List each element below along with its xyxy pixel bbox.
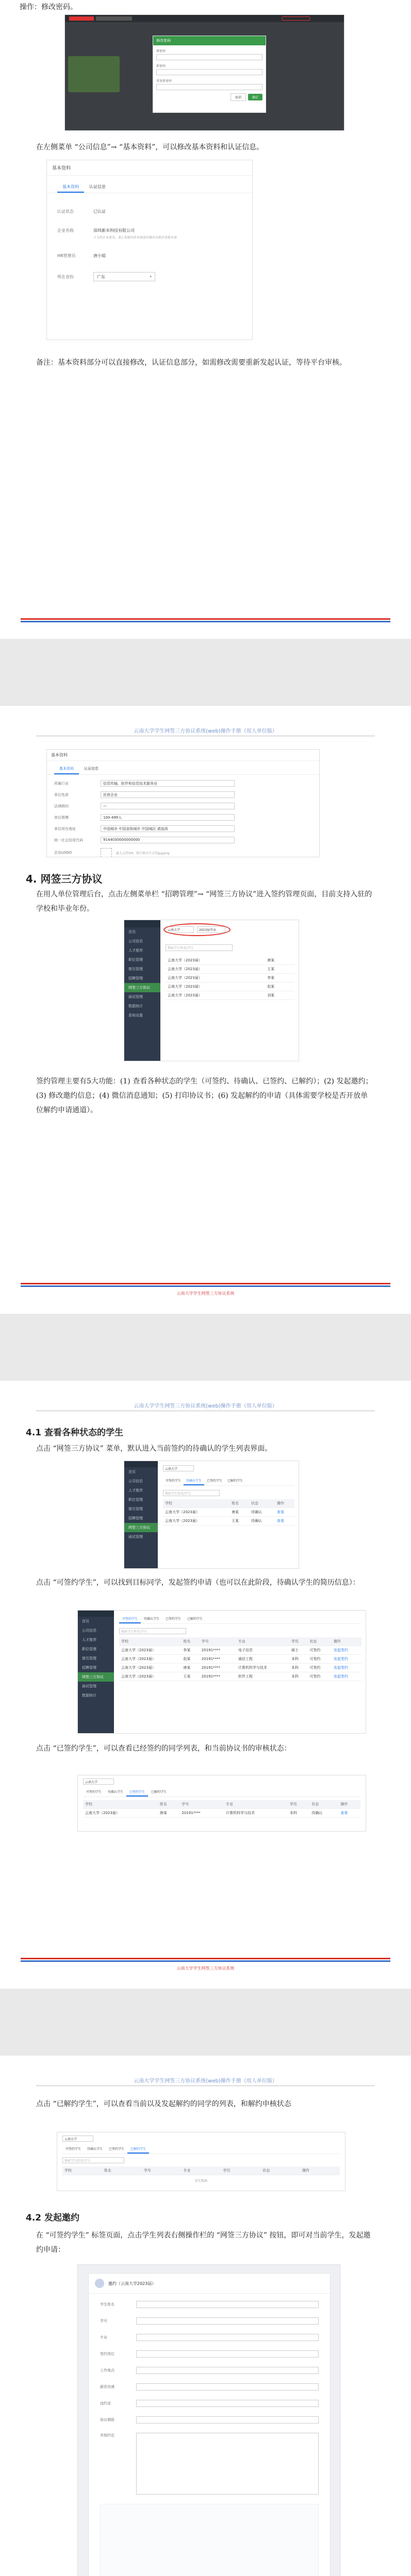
field-label: 学生姓名 (100, 2302, 114, 2307)
page-header: 云南大学学生网签三方协议系统(web)操作手册（用人单位版） (134, 728, 277, 734)
highlight-oval (163, 923, 231, 936)
tab-signable[interactable]: 可签约学生 (65, 2147, 81, 2151)
contract-preview (100, 2504, 319, 2576)
col-op: 操作 (332, 1637, 361, 1646)
field-label: 违约金 (100, 2401, 111, 2405)
col-op: 操作 (338, 1800, 360, 1809)
tab-certification[interactable]: 认证信息 (89, 184, 106, 189)
col-status: 状态 (307, 1637, 332, 1646)
school-cell: 云南大学（2023届） (119, 1646, 181, 1655)
name-cell: 李某 (181, 1646, 199, 1655)
school-select[interactable]: 云南大学 (83, 1778, 114, 1785)
school-cell: 云南大学（2023届） (163, 1508, 229, 1517)
col-op: 操作 (275, 1499, 294, 1508)
tab-signable[interactable]: 可签约学生 (86, 1790, 102, 1794)
col-major: 专业 (182, 2166, 221, 2175)
sidebar-item-5[interactable]: 招聘管理 (128, 1516, 143, 1520)
sidebar-item-6[interactable]: 网签三方协议 (78, 1672, 114, 1682)
school-cell: 云南大学（2023届） (166, 974, 265, 982)
company-type-value[interactable]: 民营企业 (101, 791, 235, 798)
sidebar-item-5[interactable]: 招聘管理 (128, 976, 143, 980)
name-cell: 王某 (229, 1517, 249, 1526)
tab-terminated[interactable]: 已解约学生 (227, 1479, 243, 1483)
major-cell: 计算机科学与技术 (236, 1664, 289, 1672)
industry-label: 所属行业 (54, 781, 69, 786)
legal-advisor-label: 法律顾问 (54, 804, 69, 808)
table-row (119, 1655, 361, 1664)
tab-pending[interactable]: 待确认学生 (144, 1617, 160, 1621)
name-cell: 李某 (265, 974, 294, 982)
footer-blue-line (21, 621, 390, 622)
col-school: 学校 (119, 1637, 181, 1646)
province-select[interactable] (93, 272, 155, 281)
school-cell: 云南大学（2023届） (166, 991, 265, 1000)
major-cell: 软件工程 (236, 1672, 289, 1681)
field-input[interactable] (136, 2400, 319, 2407)
sidebar-item-7[interactable]: 面试管理 (82, 1684, 96, 1688)
cert-status-label: 认证状态 (57, 209, 74, 214)
footer-red-line (21, 1283, 390, 1284)
tab-terminated[interactable]: 已解约学生 (151, 1790, 167, 1794)
field-input[interactable] (136, 2416, 319, 2424)
col-degree: 学历 (221, 2166, 260, 2175)
op-link[interactable]: 查看 (275, 1508, 294, 1517)
legal-advisor-value[interactable]: — (101, 803, 235, 809)
signable-list-screenshot (77, 1610, 366, 1734)
old-password-input[interactable] (156, 54, 262, 60)
page-header: 云南大学学生网签三方协议系统(web)操作手册（用人单位版） (134, 1403, 277, 1409)
footer-blue-line (21, 1285, 390, 1287)
sidebar-item-2[interactable]: 人才推荐 (128, 1488, 143, 1493)
field-label: 工作地点 (100, 2368, 114, 2372)
degree-cell: 硕士 (289, 1646, 307, 1655)
basic-profile-screenshot (46, 160, 253, 340)
field-input[interactable] (136, 2367, 319, 2374)
modal-title: 修改密码 (153, 36, 266, 45)
new-password-label: 新密码 (156, 64, 166, 68)
field-label: 其他约定 (100, 2433, 114, 2437)
table-row (119, 1672, 361, 1681)
table-row (163, 1517, 294, 1526)
status-cell: 待确认 (309, 1809, 338, 1818)
company-name-hint: 于支持企业更名，请上传新的营业执照后修改名称并重新申请 (93, 236, 177, 240)
col-op: 操作 (300, 2166, 340, 2175)
signed-table (83, 1800, 360, 1818)
footer-red-line (21, 1958, 390, 1959)
credit-code-label: 统一社会信用代码 (54, 838, 83, 842)
field-label: 学号 (100, 2319, 107, 2323)
cancel-button[interactable]: 取消 (231, 93, 246, 101)
field-label: 专业 (100, 2335, 107, 2340)
school-select[interactable]: 云南大学 (166, 926, 194, 933)
table-row (163, 1508, 294, 1517)
status-cell: 可签约 (307, 1664, 332, 1672)
degree-cell: 本科 (289, 1655, 307, 1664)
change-password-screenshot (64, 14, 344, 131)
profile-instruction: 在左侧菜单 “公司信息”→ “基本资料”，可以修改基本资料和认证信息。 (36, 143, 264, 151)
sidebar-item-1[interactable]: 公司信息 (128, 939, 143, 943)
signed-instruction: 点击 “已签约学生”，可以查看已经签约的同学列表，和当前协议书的审核状态： (36, 1744, 291, 1753)
signable-table (119, 1637, 361, 1681)
section-4-intro: 在用人单位管理后台，点击左侧菜单栏 “招聘管理”→ “网签三方协议”进入签约管理页面，目前支持入驻的学校和毕业年份。 (36, 890, 372, 913)
school-cell: 云南大学（2023届） (119, 1655, 181, 1664)
name-cell: 唐某 (158, 1809, 180, 1818)
op-link[interactable]: 查看 (338, 1809, 360, 1818)
table-row (83, 1809, 360, 1818)
col-major: 专业 (236, 1637, 289, 1646)
field-input[interactable] (136, 2350, 319, 2358)
sidebar-item-8[interactable]: 数据统计 (128, 1004, 143, 1008)
sidebar-item-1[interactable]: 公司信息 (128, 1479, 143, 1483)
pending-list-screenshot (124, 1461, 299, 1569)
no-cell: 20191**** (200, 1655, 236, 1664)
no-cell: 20191**** (200, 1664, 236, 1672)
col-status: 状态 (260, 2166, 300, 2175)
sidebar-item-0[interactable]: 首页 (128, 930, 136, 934)
school-cell: 云南大学（2023届） (166, 956, 265, 965)
tab-signed[interactable]: 已签约学生 (109, 2147, 125, 2151)
table-row (166, 965, 294, 974)
terminated-table (62, 2166, 340, 2175)
degree-cell: 本科 (288, 1809, 310, 1818)
logo-hint: 最大支持5M，图片格式只支持jpg/png (116, 851, 170, 855)
col-name: 姓名 (158, 1800, 180, 1809)
invitation-dialog (88, 2273, 331, 2576)
sidebar-item-8[interactable]: 数据统计 (82, 1693, 96, 1698)
col-school: 学校 (83, 1800, 158, 1809)
contract-list-screenshot (124, 920, 299, 1061)
school-cell: 云南大学（2023届） (166, 965, 265, 974)
name-cell: 赵某 (181, 1655, 199, 1664)
profile-note: 备注：基本资料部分可以直接修改，认证信息部分，如需修改需要重新发起认证，等待平台审核。 (36, 359, 347, 367)
col-status: 状态 (309, 1800, 338, 1809)
field-label: 签约岗位 (100, 2352, 114, 2356)
field-input[interactable] (136, 2301, 319, 2308)
industry-value[interactable]: 信息传输、软件和信息技术服务业 (101, 780, 235, 787)
major-cell: 通信工程 (236, 1655, 289, 1664)
school-select[interactable]: 云南大学 (163, 1465, 194, 1471)
page-2 (0, 706, 411, 1314)
company-type-label: 单位性质 (54, 792, 69, 797)
hr-admin-label: HR管理员 (57, 253, 76, 258)
search-input[interactable]: 搜索学生姓名/学号 (119, 1628, 186, 1634)
no-cell: 20191**** (179, 1809, 224, 1818)
sidebar-item-6[interactable]: 网签三方协议 (124, 1523, 158, 1532)
field-textarea[interactable] (136, 2433, 319, 2495)
credit-code-value[interactable]: 9144030000000000 (101, 837, 235, 843)
tab-signed[interactable]: 已签约学生 (207, 1479, 223, 1483)
footer-red-line (21, 618, 390, 620)
signed-list-screenshot (77, 1775, 366, 1832)
status-cell: 待确认 (249, 1508, 275, 1517)
op-link[interactable]: 发起签约 (332, 1664, 361, 1672)
page-gap (0, 1314, 411, 1381)
degree-cell: 本科 (289, 1664, 307, 1672)
name-cell: 赵某 (265, 982, 294, 991)
field-label: 薪资待遇 (100, 2385, 114, 2389)
signable-instruction: 点击 “可签约学生”，可以找到目标同学，发起签约申请（也可以在此阶段，待确认学生的简历信息）： (36, 1579, 360, 1587)
page-header: 云南大学学生网签三方协议系统(web)操作手册（用人单位版） (134, 2078, 277, 2084)
sidebar-item-3[interactable]: 职位管理 (128, 1498, 143, 1502)
year-select[interactable]: 2023届毕业 (197, 926, 225, 933)
name-cell: 王某 (181, 1672, 199, 1681)
col-major: 专业 (224, 1800, 288, 1809)
sidebar-item-3[interactable]: 职位管理 (82, 1647, 96, 1651)
sidebar-item-0[interactable]: 首页 (128, 1470, 136, 1474)
major-cell: 计算机科学与技术 (224, 1809, 288, 1818)
company-size-value[interactable]: 100-499人 (101, 814, 235, 821)
sidebar-item-7[interactable]: 面试管理 (128, 1535, 143, 1539)
page-1 (0, 0, 411, 639)
tab-signable[interactable]: 可签约学生 (166, 1479, 182, 1483)
sidebar-item-6[interactable]: 网签三方协议 (124, 983, 160, 992)
section-4-1-intro: 点击 “网签三方协议” 菜单，默认进入当前签约的待确认的学生列表界面。 (36, 1445, 272, 1453)
dialog-title: 邀约（云南大学2023届） (108, 2281, 156, 2286)
table-row (119, 1646, 361, 1655)
school-cell: 云南大学（2023届） (166, 982, 265, 991)
intro-text: 操作：修改密码。 (20, 3, 77, 11)
col-school: 学校 (62, 2166, 102, 2175)
col-degree: 学历 (289, 1637, 307, 1646)
old-password-label: 原密码 (156, 49, 166, 53)
field-label: 协议期限 (100, 2418, 114, 2422)
invitation-screenshot (77, 2264, 340, 2576)
profile-card-title: 基本资料 (47, 160, 252, 176)
col-no: 学号 (142, 2166, 182, 2175)
sidebar-item-4[interactable]: 简历管理 (82, 1656, 96, 1660)
tab-basic-info[interactable]: 基本资料 (57, 182, 84, 193)
name-cell: 刘某 (265, 991, 294, 1000)
company-name-label: 企业名称 (57, 228, 74, 233)
tab-pending[interactable]: 待确认学生 (108, 1790, 124, 1794)
status-cell: 可签约 (307, 1646, 332, 1655)
no-cell: 20191**** (200, 1672, 236, 1681)
col-status: 状态 (249, 1499, 275, 1508)
col-school: 学校 (163, 1499, 229, 1508)
table-row (166, 991, 294, 1000)
logo-upload[interactable] (101, 848, 112, 857)
op-link[interactable]: 发起签约 (332, 1672, 361, 1681)
col-name: 姓名 (181, 1637, 199, 1646)
section-4-1-title: 4.1 查看各种状态的学生 (26, 1428, 124, 1438)
password-modal (153, 36, 266, 113)
col-no: 学号 (200, 1637, 236, 1646)
page-3 (0, 1381, 411, 1989)
table-row (166, 974, 294, 982)
tab-signable[interactable]: 可签约学生 (119, 1615, 141, 1623)
school-cell: 云南大学（2023届） (119, 1672, 181, 1681)
section-4-features: 签约管理主要有5大功能：(1) 查看各种状态的学生（可签约、待确认、已签约、已解约）；(2) 发起邀约；(3) 修改邀约信息；(4) 微信消息通知；(5) 打印协议书；(6) 发起解约的申请（具体需要学校是否开放单位解约申请通道）。 (36, 1077, 373, 1114)
new-password-input[interactable] (156, 69, 262, 75)
profile2-card-title: 基本资料 (47, 750, 319, 761)
school-cell: 云南大学（2023届） (119, 1664, 181, 1672)
section-4-2-intro: 在 “可签约学生” 标签页面，点击学生列表右侧操作栏的 “网签三方协议” 按钮，即可对当前学生，发起邀约申请： (36, 2231, 371, 2254)
tab-basic-info-2[interactable]: 基本资料 (54, 764, 79, 774)
field-input[interactable] (136, 2383, 319, 2391)
tab-pending[interactable]: 待确认学生 (87, 2147, 103, 2151)
name-cell: 唐某 (181, 1664, 199, 1672)
status-cell: 待确认 (249, 1517, 275, 1526)
repeat-password-input[interactable] (156, 84, 262, 90)
tab-certification-2[interactable]: 认证信息 (84, 767, 98, 771)
sidebar (124, 1461, 158, 1569)
search-input[interactable]: 搜索学生姓名/学号 (163, 1490, 220, 1496)
profile-continued-screenshot (46, 749, 320, 857)
sidebar (124, 920, 160, 1061)
col-name: 姓名 (102, 2166, 142, 2175)
name-cell: 唐某 (265, 956, 294, 965)
col-degree: 学历 (288, 1800, 310, 1809)
table-row (166, 982, 294, 991)
school-select[interactable]: 云南大学 (62, 2136, 93, 2142)
sidebar-item-2[interactable]: 人才推荐 (128, 948, 143, 953)
terminated-instruction: 点击 “已解约学生”，可以查看当前以及发起解约的同学的列表，和解约申核状态 (36, 2100, 291, 2108)
address-label: 单位所在地址 (54, 826, 76, 831)
cert-status-value: 已认证 (93, 209, 106, 214)
tab-signed[interactable]: 已签约学生 (126, 1788, 148, 1797)
sidebar-item-1[interactable]: 公司信息 (82, 1629, 96, 1633)
field-input[interactable] (136, 2317, 319, 2325)
status-cell: 可签约 (307, 1655, 332, 1664)
company-name-value: 深圳新米科技有限公司 (93, 228, 135, 233)
avatar (95, 2279, 104, 2288)
sidebar-item-5[interactable]: 招聘管理 (82, 1666, 96, 1670)
op-link[interactable]: 发起签约 (332, 1646, 361, 1655)
school-cell: 云南大学（2023届） (83, 1809, 158, 1818)
footer-text: 云南大学学生网签三方协议系统 (176, 1966, 235, 1971)
province-value: 广东 (97, 274, 105, 279)
school-cell: 云南大学（2023届） (163, 1517, 229, 1526)
tab-pending[interactable]: 待确认学生 (184, 1477, 204, 1485)
table-row (119, 1664, 361, 1672)
tab-terminated[interactable]: 已解约学生 (127, 2145, 149, 2154)
terminated-list-screenshot (57, 2132, 346, 2191)
tab-signed[interactable]: 已签约学生 (166, 1617, 182, 1621)
footer-blue-line (21, 1960, 390, 1962)
col-name: 姓名 (229, 1499, 249, 1508)
invitation-form (89, 2294, 330, 2576)
search-input[interactable]: 搜索学生姓名/学号 (62, 2157, 124, 2163)
table-row (166, 956, 294, 965)
op-link[interactable]: 发起签约 (332, 1655, 361, 1664)
name-cell: 王某 (265, 965, 294, 974)
sidebar-item-0[interactable]: 首页 (82, 1619, 89, 1623)
name-cell: 唐某 (229, 1508, 249, 1517)
student-table (166, 956, 294, 1000)
logo-label: 企业LOGO (54, 851, 72, 855)
section-4-2-title: 4.2 发起邀约 (26, 2213, 80, 2223)
sidebar-item-2[interactable]: 人才推荐 (82, 1638, 96, 1642)
page-gap (0, 1989, 411, 2056)
hr-admin-value: 唐小姐 (93, 253, 106, 258)
confirm-button[interactable]: 确定 (248, 94, 262, 100)
status-cell: 可签约 (307, 1672, 332, 1681)
field-input[interactable] (136, 2334, 319, 2341)
company-size-label: 单位规模 (54, 815, 69, 820)
profile2-rows (47, 775, 319, 857)
address-value[interactable]: 中国城市 中国省级城市 中国城区 请选择 (101, 825, 235, 832)
repeat-password-label: 重复新密码 (156, 79, 172, 83)
footer-text: 云南大学学生网签三方协议系统 (176, 1291, 235, 1296)
empty-text: 暂无数据 (194, 2179, 207, 2183)
sidebar (78, 1611, 114, 1734)
page-4 (0, 2056, 411, 2576)
tab-terminated[interactable]: 已解约学生 (187, 1617, 203, 1621)
op-link[interactable]: 查看 (275, 1517, 294, 1526)
no-cell: 20191**** (200, 1646, 236, 1655)
sidebar-item-9[interactable]: 系统设置 (128, 1013, 143, 1018)
province-label: 所在省份 (57, 274, 74, 279)
section-4-title: 4. 网签三方协议 (26, 873, 103, 885)
sidebar-item-7[interactable]: 面试管理 (128, 995, 143, 999)
chevron-down-icon: ▾ (150, 275, 152, 279)
major-cell: 电子信息 (236, 1646, 289, 1655)
sidebar-item-4[interactable]: 简历管理 (128, 967, 143, 971)
search-input[interactable]: 搜索学生姓名/学号 (166, 944, 233, 951)
sidebar-item-3[interactable]: 职位管理 (128, 958, 143, 962)
col-no: 学号 (179, 1800, 224, 1809)
pending-table (163, 1499, 294, 1526)
degree-cell: 本科 (289, 1672, 307, 1681)
page-gap (0, 639, 411, 706)
sidebar-item-4[interactable]: 简历管理 (128, 1507, 143, 1511)
